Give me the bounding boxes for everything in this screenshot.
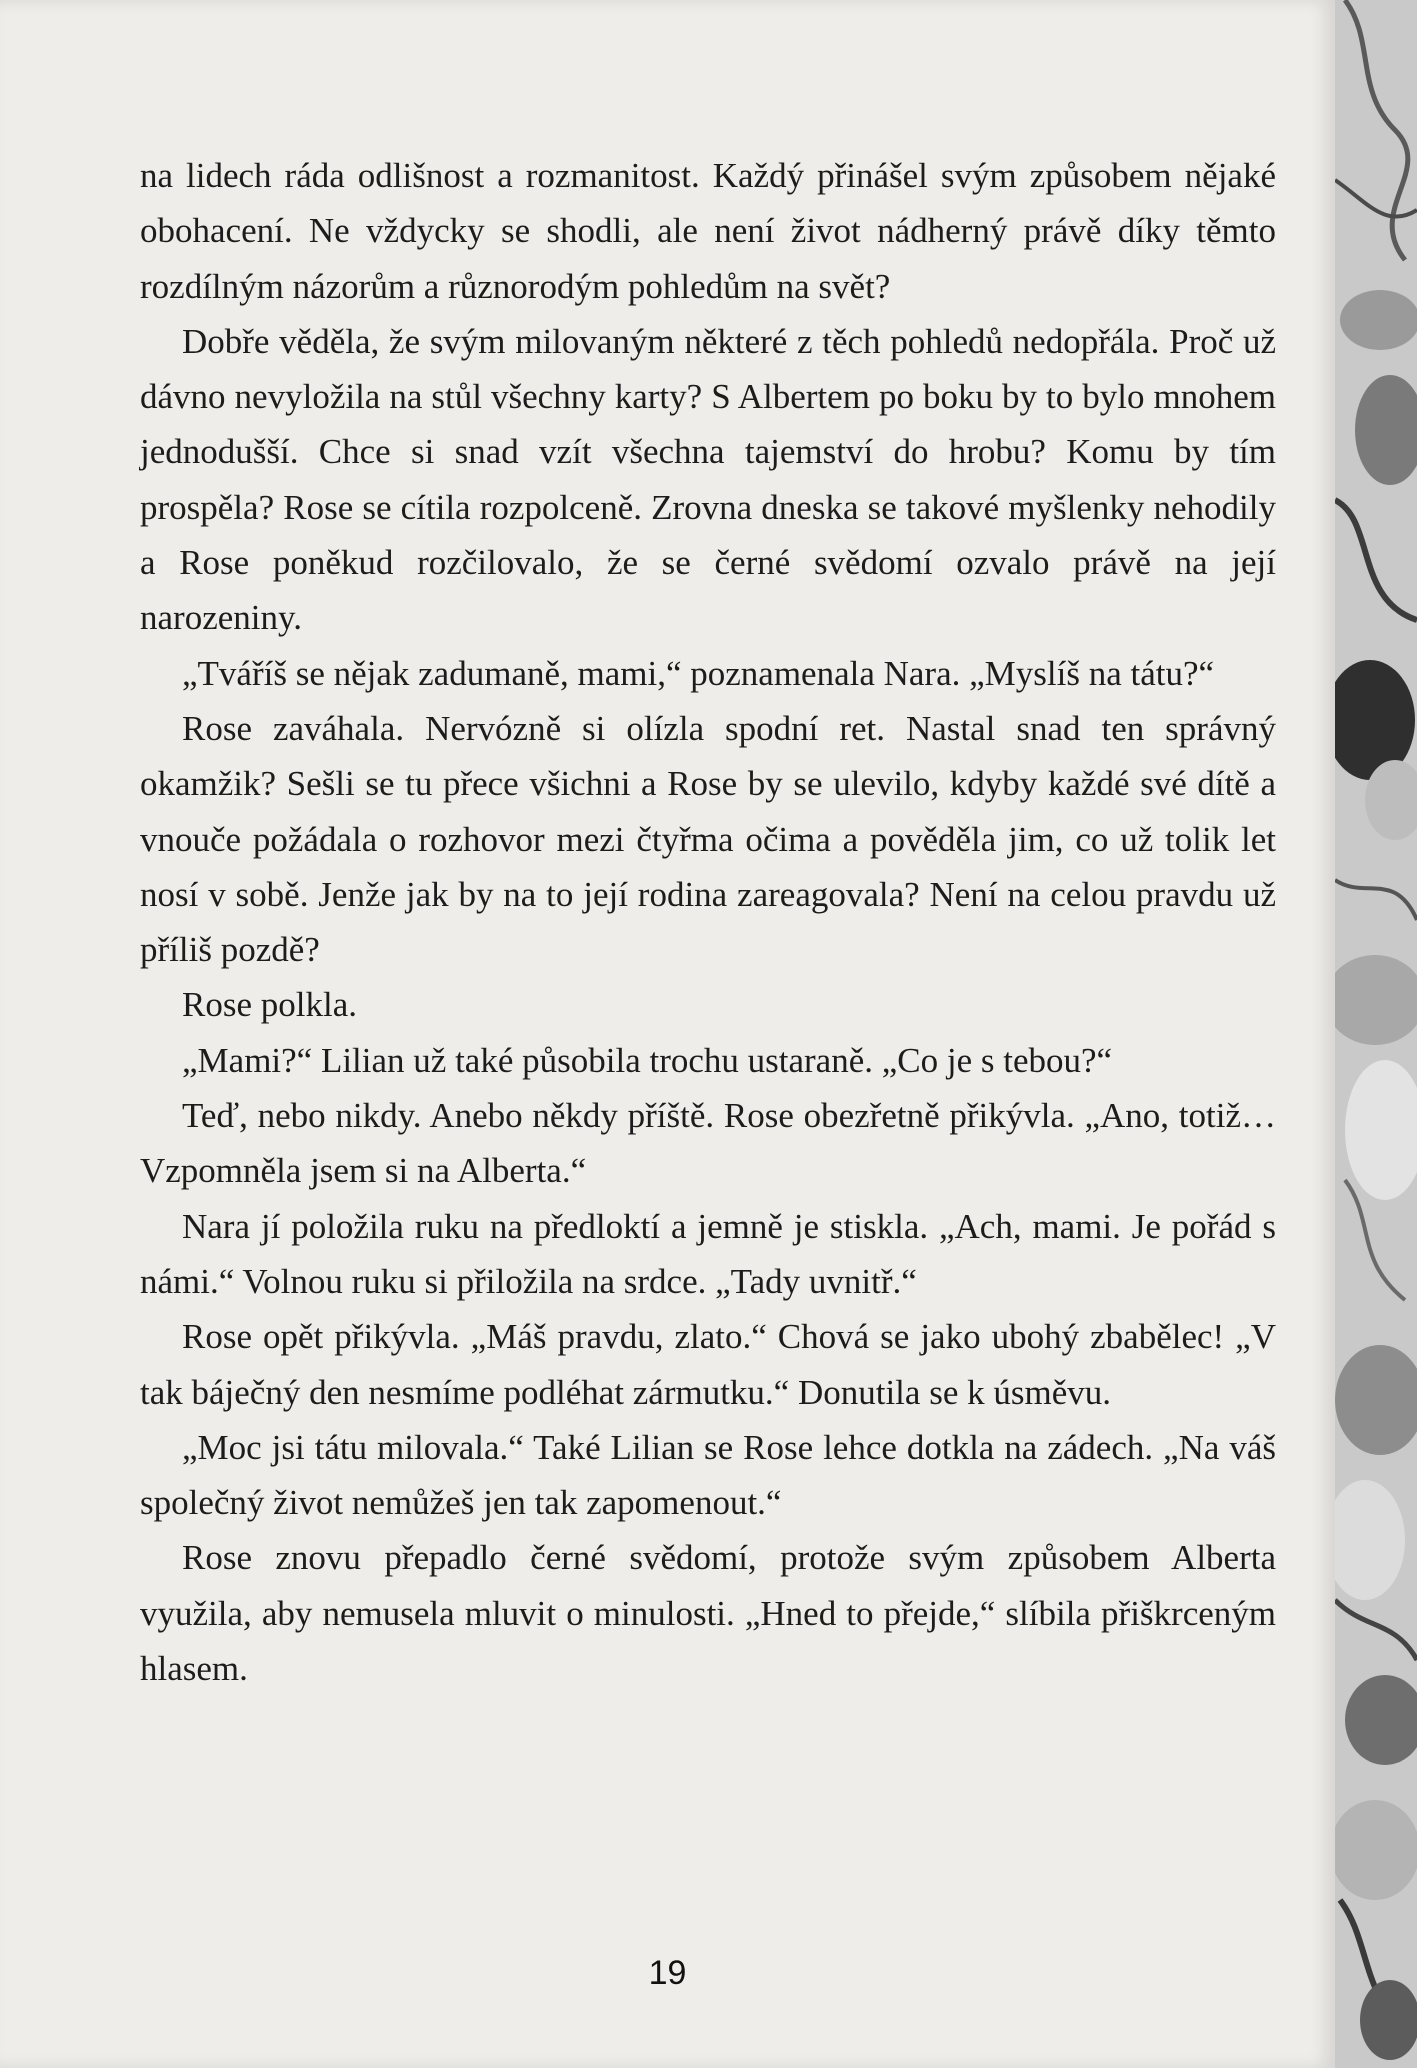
paragraph-8: Nara jí položila ruku na předloktí a jemně je stiskla. „Ach, mami. Je pořád s námi.“ Volnou ruku si přiložila na srdce. „Tady uvnitř.“ (140, 1206, 1276, 1301)
paragraph-7: Teď, nebo nikdy. Anebo někdy příště. Rose obezřetně přikývla. „Ano, totiž… Vzpomněla jsem si na Alberta.“ (140, 1096, 1276, 1191)
paragraph-9: Rose opět přikývla. „Máš pravdu, zlato.“ Chová se jako ubohý zbabělec! „V tak báječný den nesmíme podléhat zármutku.“ Donutila se k úsměvu. (140, 1317, 1276, 1412)
page-number: 19 (648, 1954, 687, 1992)
paragraph-2: Dobře věděla, že svým milovaným některé z těch pohledů nedopřála. Proč už dávno nevyložila na stůl všechny karty? S Albertem po boku by to bylo mnohem jednodušší. Chce si snad vzít všechna tajemství do hrobu? Komu by tím prospěla? Rose se cítila rozpolceně. Zrovna dneska se takové myšlenky nehodily a Rose poněkud rozčilovalo, že se černé svědomí ozvalo právě na její narozeniny. (140, 321, 1276, 638)
paragraph-1: na lidech ráda odlišnost a rozmanitost. Každý přinášel svým způsobem nějaké obohacení. Ne vždycky se shodli, ale není život nádherný právě díky těmto rozdílným názorům a různorodým pohledům na svět? (140, 156, 1276, 306)
paragraph-3: „Tváříš se nějak zadumaně, mami,“ poznamenala Nara. „Myslíš na tátu?“ (182, 653, 1215, 693)
paragraph-5: Rose polkla. (182, 985, 357, 1025)
paragraph-10: „Moc jsi tátu milovala.“ Také Lilian se Rose lehce dotkla na zádech. „Na váš společný život nemůžeš jen tak zapomenout.“ (140, 1427, 1276, 1523)
paragraph-4: Rose zaváhala. Nervózně si olízla spodní ret. Nastal snad ten správný okamžik? Sešli se tu přece všichni a Rose by se ulevilo, kdyby každé své dítě a vnouče požádala o rozhovor mezi čtyřma očima a pověděla jim, co už tolik let nosí v sobě. Jenže jak by na to její rodina zareagovala? Není na celou pravdu už příliš pozdě? (140, 708, 1276, 970)
paragraph-6: „Mami?“ Lilian už také působila trochu ustaraně. „Co je s tebou?“ (182, 1040, 1113, 1080)
flower-illustration (1335, 0, 1417, 2068)
body-text (140, 148, 1276, 1696)
paragraph-11: Rose znovu přepadlo černé svědomí, protože svým způsobem Alberta využila, aby nemusela mluvit o minulosti. „Hned to přejde,“ slíbila přiškrceným hlasem. (140, 1538, 1276, 1689)
floral-illustration-edge (1335, 0, 1417, 2068)
